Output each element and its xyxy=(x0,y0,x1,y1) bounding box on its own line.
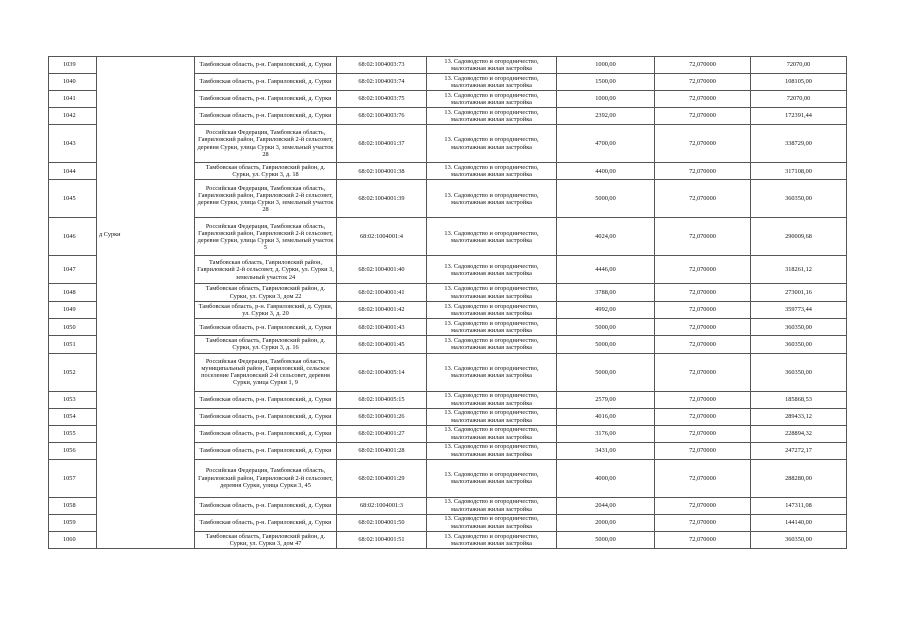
cadastral-value-cell: 289433,12 xyxy=(751,408,847,425)
land-use-cell: 13. Садоводство и огородничество, малоэтажная жилая застройка xyxy=(427,125,557,163)
area-cell: 3788,00 xyxy=(557,284,655,301)
area-cell: 3431,00 xyxy=(557,442,655,459)
address-cell: Российская Федерация, Тамбовская область, Гавриловский район, Гавриловский 2-й сельсовет, деревня Сурки, улица Сурки 3, земельный участок 28 xyxy=(195,180,337,218)
land-use-cell: 13. Садоводство и огородничество, малоэтажная жилая застройка xyxy=(427,180,557,218)
land-use-cell: 13. Садоводство и огородничество, малоэтажная жилая застройка xyxy=(427,531,557,548)
row-number-cell: 1044 xyxy=(49,163,97,180)
land-use-cell: 13. Садоводство и огородничество, малоэтажная жилая застройка xyxy=(427,319,557,336)
area-cell: 4000,00 xyxy=(557,459,655,497)
address-cell: Тамбовская область, р-н. Гавриловский, д. Сурки xyxy=(195,514,337,531)
row-number-cell: 1045 xyxy=(49,180,97,218)
row-number-cell: 1058 xyxy=(49,497,97,514)
cadastral-number-cell: 68:02:1004001:4 xyxy=(337,218,427,256)
land-use-cell: 13. Садоводство и огородничество, малоэтажная жилая застройка xyxy=(427,74,557,91)
cadastral-number-cell: 68:02:1004001:38 xyxy=(337,163,427,180)
cadastral-value-cell: 247272,17 xyxy=(751,442,847,459)
address-cell: Российская Федерация, Тамбовская область, муниципальный район, Гавриловский, сельское поселение Гавриловский 2-й сельсовет, деревня Сурки, улица Сурки 1, 9 xyxy=(195,353,337,391)
area-cell: 2579,00 xyxy=(557,391,655,408)
row-number-cell: 1050 xyxy=(49,319,97,336)
cadastral-value-cell: 360350,00 xyxy=(751,180,847,218)
row-number-cell: 1051 xyxy=(49,336,97,353)
land-use-cell: 13. Садоводство и огородничество, малоэтажная жилая застройка xyxy=(427,353,557,391)
row-number-cell: 1049 xyxy=(49,301,97,318)
table-body xyxy=(49,57,847,549)
rate-cell: 72,070000 xyxy=(655,125,751,163)
cadastral-number-cell: 68:02:1004001:26 xyxy=(337,408,427,425)
cadastral-value-cell: 72070,00 xyxy=(751,91,847,108)
cadastral-value-cell: 360350,00 xyxy=(751,336,847,353)
land-use-cell: 13. Садоводство и огородничество, малоэтажная жилая застройка xyxy=(427,425,557,442)
address-cell: Тамбовская область, р-н. Гавриловский, д. Сурки xyxy=(195,108,337,125)
rate-cell: 72,070000 xyxy=(655,425,751,442)
row-number-cell: 1043 xyxy=(49,125,97,163)
address-cell: Тамбовская область, р-н. Гавриловский, д. Сурки xyxy=(195,442,337,459)
cadastral-value-cell: 72070,00 xyxy=(751,57,847,74)
cadastral-value-cell: 360350,00 xyxy=(751,353,847,391)
cadastral-value-cell: 338729,00 xyxy=(751,125,847,163)
cadastral-value-cell: 318261,12 xyxy=(751,256,847,284)
rate-cell: 72,070000 xyxy=(655,301,751,318)
area-cell: 1000,00 xyxy=(557,57,655,74)
cadastral-number-cell: 68:02:1004005:14 xyxy=(337,353,427,391)
area-cell: 2044,00 xyxy=(557,497,655,514)
cadastral-number-cell: 68:02:1004001:27 xyxy=(337,425,427,442)
land-use-cell: 13. Садоводство и огородничество, малоэтажная жилая застройка xyxy=(427,459,557,497)
rate-cell: 72,070000 xyxy=(655,256,751,284)
row-number-cell: 1040 xyxy=(49,74,97,91)
area-cell: 5000,00 xyxy=(557,319,655,336)
area-cell: 5000,00 xyxy=(557,336,655,353)
cadastral-number-cell: 68:02:1004001:37 xyxy=(337,125,427,163)
address-cell: Тамбовская область, р-н. Гавриловский, д. Сурки xyxy=(195,57,337,74)
area-cell: 1500,00 xyxy=(557,74,655,91)
cadastral-number-cell: 68:02:1004001:42 xyxy=(337,301,427,318)
area-cell: 4992,00 xyxy=(557,301,655,318)
cadastral-value-cell: 359773,44 xyxy=(751,301,847,318)
row-number-cell: 1046 xyxy=(49,218,97,256)
rate-cell: 72,070000 xyxy=(655,108,751,125)
address-cell: Тамбовская область, р-н. Гавриловский, д. Сурки xyxy=(195,74,337,91)
rate-cell: 72,070000 xyxy=(655,408,751,425)
address-cell: Тамбовская область, р-н. Гавриловский, д. Сурки xyxy=(195,497,337,514)
area-cell: 3176,00 xyxy=(557,425,655,442)
cadastral-value-cell: 317108,00 xyxy=(751,163,847,180)
address-cell: Тамбовская область, р-н. Гавриловский, д. Сурки xyxy=(195,408,337,425)
area-cell: 4400,00 xyxy=(557,163,655,180)
area-cell: 5000,00 xyxy=(557,531,655,548)
row-number-cell: 1059 xyxy=(49,514,97,531)
cadastral-number-cell: 68:02:1004003:73 xyxy=(337,57,427,74)
area-cell: 4700,00 xyxy=(557,125,655,163)
address-cell: Тамбовская область, р-н. Гавриловский, д. Сурки xyxy=(195,91,337,108)
land-use-cell: 13. Садоводство и огородничество, малоэтажная жилая застройка xyxy=(427,336,557,353)
row-number-cell: 1048 xyxy=(49,284,97,301)
area-cell: 5000,00 xyxy=(557,353,655,391)
cadastral-number-cell: 68:02:1004001:28 xyxy=(337,442,427,459)
cadastral-value-cell: 360350,00 xyxy=(751,319,847,336)
cadastral-value-cell: 144140,00 xyxy=(751,514,847,531)
cadastral-value-cell: 185868,53 xyxy=(751,391,847,408)
rate-cell: 72,070000 xyxy=(655,284,751,301)
address-cell: Тамбовская область, р-н. Гавриловский, д. Сурки xyxy=(195,319,337,336)
row-number-cell: 1042 xyxy=(49,108,97,125)
rate-cell: 72,070000 xyxy=(655,57,751,74)
address-cell: Тамбовская область, р-н. Гавриловский, д. Сурки, ул. Сурки 3, д. 20 xyxy=(195,301,337,318)
cadastral-value-cell: 288280,00 xyxy=(751,459,847,497)
row-number-cell: 1056 xyxy=(49,442,97,459)
rate-cell: 72,070000 xyxy=(655,391,751,408)
cadastral-number-cell: 68:02:1004001:3 xyxy=(337,497,427,514)
rate-cell: 72,070000 xyxy=(655,442,751,459)
rate-cell: 72,070000 xyxy=(655,91,751,108)
address-cell: Тамбовская область, р-н. Гавриловский, д. Сурки xyxy=(195,391,337,408)
land-use-cell: 13. Садоводство и огородничество, малоэтажная жилая застройка xyxy=(427,497,557,514)
cadastral-number-cell: 68:02:1004001:50 xyxy=(337,514,427,531)
area-cell: 2392,00 xyxy=(557,108,655,125)
row-number-cell: 1054 xyxy=(49,408,97,425)
area-cell: 5000,00 xyxy=(557,180,655,218)
cadastral-number-cell: 68:02:1004003:76 xyxy=(337,108,427,125)
row-number-cell: 1041 xyxy=(49,91,97,108)
cadastral-number-cell: 68:02:1004001:29 xyxy=(337,459,427,497)
address-cell: Тамбовская область, Гавриловский район, д. Сурки, ул. Сурки 3, дом 22 xyxy=(195,284,337,301)
address-cell: Тамбовская область, р-н. Гавриловский, д. Сурки xyxy=(195,425,337,442)
land-use-cell: 13. Садоводство и огородничество, малоэтажная жилая застройка xyxy=(427,108,557,125)
cadastral-number-cell: 68:02:1004003:74 xyxy=(337,74,427,91)
rate-cell: 72,070000 xyxy=(655,353,751,391)
address-cell: Российская Федерация, Тамбовская область, Гавриловский район, Гавриловский 2-й сельсовет, деревня Сурки, улица Сурки 3, земельный участок 5 xyxy=(195,218,337,256)
land-use-cell: 13. Садоводство и огородничество, малоэтажная жилая застройка xyxy=(427,57,557,74)
cadastral-value-cell: 108105,00 xyxy=(751,74,847,91)
rate-cell: 72,070000 xyxy=(655,336,751,353)
rate-cell: 72,070000 xyxy=(655,180,751,218)
address-cell: Тамбовская область, Гавриловский район, Гавриловский 2-й сельсовет, д. Сурки, ул. Сурки 3, земельный участок 24 xyxy=(195,256,337,284)
locality-cell: д Сурки xyxy=(97,57,195,549)
table-row xyxy=(49,57,847,74)
cadastral-number-cell: 68:02:1004001:51 xyxy=(337,531,427,548)
cadastral-number-cell: 68:02:1004005:15 xyxy=(337,391,427,408)
cadastral-number-cell: 68:02:1004001:45 xyxy=(337,336,427,353)
cadastral-value-cell: 172391,44 xyxy=(751,108,847,125)
row-number-cell: 1055 xyxy=(49,425,97,442)
cadastral-number-cell: 68:02:1004001:43 xyxy=(337,319,427,336)
land-use-cell: 13. Садоводство и огородничество, малоэтажная жилая застройка xyxy=(427,442,557,459)
cadastral-value-cell: 273001,16 xyxy=(751,284,847,301)
cadastral-number-cell: 68:02:1004001:40 xyxy=(337,256,427,284)
rate-cell: 72,070000 xyxy=(655,531,751,548)
cadastral-value-cell: 228894,32 xyxy=(751,425,847,442)
rate-cell: 72,070000 xyxy=(655,459,751,497)
rate-cell: 72,070000 xyxy=(655,319,751,336)
row-number-cell: 1039 xyxy=(49,57,97,74)
rate-cell: 72,070000 xyxy=(655,497,751,514)
cadastral-value-cell: 147311,08 xyxy=(751,497,847,514)
area-cell: 4446,00 xyxy=(557,256,655,284)
land-use-cell: 13. Садоводство и огородничество, малоэтажная жилая застройка xyxy=(427,301,557,318)
address-cell: Тамбовская область, Гавриловский район, д. Сурки, ул. Сурки 3, д. 18 xyxy=(195,163,337,180)
cadastral-number-cell: 68:02:1004001:39 xyxy=(337,180,427,218)
land-use-cell: 13. Садоводство и огородничество, малоэтажная жилая застройка xyxy=(427,514,557,531)
cadastral-number-cell: 68:02:1004003:75 xyxy=(337,91,427,108)
land-use-cell: 13. Садоводство и огородничество, малоэтажная жилая застройка xyxy=(427,391,557,408)
area-cell: 4016,00 xyxy=(557,408,655,425)
cadastral-number-cell: 68:02:1004001:41 xyxy=(337,284,427,301)
land-use-cell: 13. Садоводство и огородничество, малоэтажная жилая застройка xyxy=(427,218,557,256)
cadastral-value-cell: 360350,00 xyxy=(751,531,847,548)
address-cell: Российская Федерация, Тамбовская область, Гавриловский район, Гавриловский 2-й сельсовет, деревня Сурки, улица Сурки 3, земельный участок 28 xyxy=(195,125,337,163)
land-use-cell: 13. Садоводство и огородничество, малоэтажная жилая застройка xyxy=(427,408,557,425)
rate-cell: 72,070000 xyxy=(655,163,751,180)
cadastral-value-cell: 290009,68 xyxy=(751,218,847,256)
rate-cell: 72,070000 xyxy=(655,74,751,91)
row-number-cell: 1060 xyxy=(49,531,97,548)
rate-cell: 72,070000 xyxy=(655,514,751,531)
land-use-cell: 13. Садоводство и огородничество, малоэтажная жилая застройка xyxy=(427,91,557,108)
cadastral-table xyxy=(48,56,847,549)
row-number-cell: 1053 xyxy=(49,391,97,408)
area-cell: 2000,00 xyxy=(557,514,655,531)
area-cell: 4024,00 xyxy=(557,218,655,256)
address-cell: Тамбовская область, Гавриловский район, д. Сурки, ул. Сурки 3, дом 47 xyxy=(195,531,337,548)
address-cell: Тамбовская область, Гавриловский район, д. Сурки, ул. Сурки 3, д. 16 xyxy=(195,336,337,353)
row-number-cell: 1057 xyxy=(49,459,97,497)
area-cell: 1000,00 xyxy=(557,91,655,108)
land-use-cell: 13. Садоводство и огородничество, малоэтажная жилая застройка xyxy=(427,284,557,301)
row-number-cell: 1047 xyxy=(49,256,97,284)
row-number-cell: 1052 xyxy=(49,353,97,391)
address-cell: Российская Федерация, Тамбовская область, Гавриловский район, Гавриловский 2-й сельсовет, деревня Сурки, улица Сурки 3, 45 xyxy=(195,459,337,497)
land-use-cell: 13. Садоводство и огородничество, малоэтажная жилая застройка xyxy=(427,256,557,284)
rate-cell: 72,070000 xyxy=(655,218,751,256)
land-use-cell: 13. Садоводство и огородничество, малоэтажная жилая застройка xyxy=(427,163,557,180)
